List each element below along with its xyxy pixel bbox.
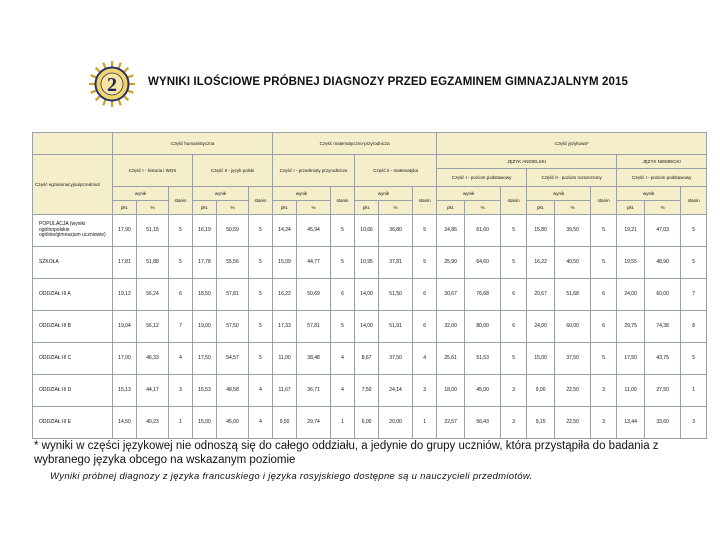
table-cell: 17,90 <box>113 215 137 247</box>
header-stanin: stanin <box>501 187 527 215</box>
school-logo-emblem <box>88 60 136 108</box>
logo-number: 2 <box>107 74 117 96</box>
table-cell: 5 <box>413 215 437 247</box>
table-cell: 5 <box>169 215 193 247</box>
header-stanin: stanin <box>169 187 193 215</box>
header-part-humanistic: Część humanistyczna <box>113 133 273 155</box>
table-cell: 6 <box>413 311 437 343</box>
table-cell: 51,88 <box>137 247 169 279</box>
table-cell: 19,12 <box>113 279 137 311</box>
table-cell: 22,50 <box>555 407 591 439</box>
table-cell: 18,50 <box>193 279 217 311</box>
table-cell: 6 <box>501 311 527 343</box>
table-cell: 4 <box>413 343 437 375</box>
table-cell: 47,03 <box>645 215 681 247</box>
table-cell: 76,68 <box>465 279 501 311</box>
table-row <box>33 247 707 279</box>
table-cell: 51,91 <box>379 311 413 343</box>
header-wynik: wynik <box>273 187 331 201</box>
table-cell: 3 <box>169 375 193 407</box>
table-cell: 4 <box>249 407 273 439</box>
table-cell: 17,50 <box>193 343 217 375</box>
table-cell: 19,55 <box>617 247 645 279</box>
table-cell: 51,68 <box>555 279 591 311</box>
table-cell: 5 <box>413 247 437 279</box>
row-school-label: ODDZIAŁ III E <box>33 407 113 439</box>
table-cell: 1 <box>413 407 437 439</box>
table-cell: 14,00 <box>355 279 379 311</box>
header-stanin: stanin <box>249 187 273 215</box>
table-cell: 43,75 <box>645 343 681 375</box>
header-wynik: wynik <box>437 187 501 201</box>
table-cell: 5 <box>249 311 273 343</box>
table-cell: 45,00 <box>217 407 249 439</box>
header-unit-pct: % <box>137 201 169 215</box>
table-cell: 19,04 <box>113 311 137 343</box>
table-cell: 1 <box>169 407 193 439</box>
table-cell: 51,15 <box>137 215 169 247</box>
table-cell: 54,57 <box>217 343 249 375</box>
table-cell: 57,50 <box>217 311 249 343</box>
table-cell: 60,00 <box>645 279 681 311</box>
table-cell: 8 <box>681 311 707 343</box>
table-cell: 6 <box>413 279 437 311</box>
footnote: * wyniki w części językowej nie odnoszą się do całego oddziału, a jedynie do grupy uczniów, która przystąpiła do badania z wybranego języka obcego na wskazanym poziomie <box>34 440 659 466</box>
table-cell: 61,60 <box>465 215 501 247</box>
header-wynik: wynik <box>527 187 591 201</box>
table-cell: 48,90 <box>645 247 681 279</box>
table-cell: 55,56 <box>217 247 249 279</box>
table-cell: 3 <box>413 375 437 407</box>
table-cell: 6 <box>591 279 617 311</box>
header-basic-level-2: Część I - poziom podstawowy <box>617 169 707 187</box>
table-cell: 56,12 <box>137 311 169 343</box>
table-cell: 7 <box>169 311 193 343</box>
table-cell: 8,67 <box>355 343 379 375</box>
table-cell: 5 <box>501 215 527 247</box>
table-cell: 29,75 <box>617 311 645 343</box>
table-cell: 7 <box>681 279 707 311</box>
table-cell: 14,24 <box>273 215 297 247</box>
table-cell: 1 <box>331 407 355 439</box>
header-unit-pkt: pkt. <box>355 201 379 215</box>
header-unit-pct: % <box>465 201 501 215</box>
table-cell: 20,00 <box>379 407 413 439</box>
table-cell: 3 <box>501 375 527 407</box>
table-cell: 18,00 <box>437 375 465 407</box>
header-level-extended: JĘZYK NIEMIECKI <box>617 155 707 169</box>
table-row <box>33 343 707 375</box>
page-title: WYNIKI ILOŚCIOWE PRÓBNEJ DIAGNOZY PRZED EGZAMINEM GIMNAZJALNYM 2015 <box>148 76 628 88</box>
table-cell: 5 <box>591 247 617 279</box>
table-cell: 5 <box>591 215 617 247</box>
header-hist-wos: Część I - historia i WOS <box>113 155 193 187</box>
table-cell: 56,43 <box>465 407 501 439</box>
header-unit-pct: % <box>379 201 413 215</box>
table-cell: 9,00 <box>527 375 555 407</box>
table-cell: 30,67 <box>437 279 465 311</box>
table-cell: 4 <box>249 375 273 407</box>
table-cell: 17,78 <box>193 247 217 279</box>
table-cell: 5 <box>501 343 527 375</box>
table-cell: 64,60 <box>465 247 501 279</box>
results-table <box>32 132 707 439</box>
table-cell: 38,48 <box>297 343 331 375</box>
table-cell: 13,44 <box>617 407 645 439</box>
table-cell: 6 <box>169 279 193 311</box>
header-unit-pkt: pkt. <box>527 201 555 215</box>
table-cell: 14,00 <box>355 311 379 343</box>
table-cell: 40,23 <box>137 407 169 439</box>
table-cell: 44,17 <box>137 375 169 407</box>
table-cell: 5 <box>681 247 707 279</box>
row-school-label: ODDZIAŁ III A <box>33 279 113 311</box>
table-cell: 24,14 <box>379 375 413 407</box>
table-row <box>33 215 707 247</box>
table-cell: 5 <box>249 343 273 375</box>
table-cell: 10,66 <box>355 215 379 247</box>
table-cell: 6,00 <box>355 407 379 439</box>
table-cell: 16,22 <box>527 247 555 279</box>
header-row-label: Część egzaminacyjna/przedmiot <box>33 155 113 215</box>
table-cell: 5 <box>681 343 707 375</box>
table-cell: 5 <box>331 247 355 279</box>
table-cell: 5 <box>681 215 707 247</box>
header-stanin: stanin <box>331 187 355 215</box>
table-cell: 24,00 <box>617 279 645 311</box>
header-wynik: wynik <box>355 187 413 201</box>
table-cell: 22,50 <box>555 375 591 407</box>
table-cell: 6 <box>591 311 617 343</box>
table-cell: 15,00 <box>193 407 217 439</box>
table-cell: 48,58 <box>217 375 249 407</box>
header-part-math-science: Część matematyczno-przyrodnicza <box>273 133 437 155</box>
table-cell: 17,81 <box>113 247 137 279</box>
header-basic-level: Część I - poziom podstawowy <box>437 169 527 187</box>
header-unit-pct: % <box>645 201 681 215</box>
table-cell: 27,50 <box>645 375 681 407</box>
row-school-label: ODDZIAŁ III D <box>33 375 113 407</box>
table-cell: 39,50 <box>555 215 591 247</box>
table-cell: 5 <box>591 343 617 375</box>
table-cell: 51,50 <box>379 279 413 311</box>
table-cell: 3 <box>591 375 617 407</box>
table-cell: 37,50 <box>379 343 413 375</box>
school-logo <box>88 60 136 108</box>
table-cell: 45,00 <box>465 375 501 407</box>
table-cell: 15,00 <box>527 343 555 375</box>
table-cell: 5 <box>169 247 193 279</box>
availability-note: Wyniki próbnej diagnozy z języka francuskiego i języka rosyjskiego dostępne są u nauczycieli przedmiotów. <box>50 471 533 482</box>
table-cell: 14,50 <box>113 407 137 439</box>
table-cell: 25,90 <box>437 247 465 279</box>
header-unit-pkt: pkt. <box>617 201 645 215</box>
header-stanin: stanin <box>413 187 437 215</box>
row-school-label: ODDZIAŁ III C <box>33 343 113 375</box>
table-cell: 37,81 <box>379 247 413 279</box>
table-cell: 36,80 <box>379 215 413 247</box>
header-level-basic: JĘZYK ANGIELSKI <box>437 155 617 169</box>
table-cell: 24,00 <box>527 311 555 343</box>
header-unit-pkt: pkt. <box>437 201 465 215</box>
header-polish: Część II - język polski <box>193 155 273 187</box>
table-cell: 24,86 <box>437 215 465 247</box>
table-cell: 7,50 <box>355 375 379 407</box>
table-cell: 19,00 <box>193 311 217 343</box>
table-cell: 11,00 <box>273 343 297 375</box>
table-cell: 11,67 <box>273 375 297 407</box>
table-cell: 57,81 <box>297 311 331 343</box>
table-cell: 45,94 <box>297 215 331 247</box>
table-cell: 5 <box>249 279 273 311</box>
table-row <box>33 279 707 311</box>
table-cell: 5 <box>331 215 355 247</box>
table-cell: 74,38 <box>645 311 681 343</box>
header-math: Część II - matematyka <box>355 155 437 187</box>
table-cell: 9,15 <box>527 407 555 439</box>
table-cell: 60,00 <box>555 311 591 343</box>
header-stanin: stanin <box>681 187 707 215</box>
table-cell: 46,33 <box>137 343 169 375</box>
header-unit-pkt: pkt. <box>113 201 137 215</box>
table-cell: 19,21 <box>617 215 645 247</box>
table-cell: 1 <box>681 375 707 407</box>
header-unit-pct: % <box>297 201 331 215</box>
table-cell: 3 <box>591 407 617 439</box>
table-row <box>33 407 707 439</box>
table-cell: 56,24 <box>137 279 169 311</box>
table-row <box>33 375 707 407</box>
header-stanin: stanin <box>591 187 617 215</box>
table-cell: 5 <box>331 311 355 343</box>
header-empty-cell <box>33 133 113 155</box>
table-cell: 5 <box>249 247 273 279</box>
table-cell: 22,57 <box>437 407 465 439</box>
table-cell: 50,59 <box>217 215 249 247</box>
table-cell: 20,67 <box>527 279 555 311</box>
table-cell: 4 <box>331 375 355 407</box>
table-cell: 17,50 <box>617 343 645 375</box>
table-cell: 33,60 <box>645 407 681 439</box>
table-cell: 25,61 <box>437 343 465 375</box>
table-cell: 5 <box>501 247 527 279</box>
table-cell: 3 <box>681 407 707 439</box>
row-school-label: SZKOŁA <box>33 247 113 279</box>
table-cell: 44,77 <box>297 247 331 279</box>
table-cell: 6 <box>331 279 355 311</box>
table-cell: 29,74 <box>297 407 331 439</box>
header-unit-pct: % <box>555 201 591 215</box>
table-cell: 4 <box>169 343 193 375</box>
header-unit-pkt: pkt. <box>193 201 217 215</box>
table-cell: 16,53 <box>193 375 217 407</box>
header-science: Część I - przedmioty przyrodnicze <box>273 155 355 187</box>
table-cell: 4 <box>331 343 355 375</box>
table-cell: 37,50 <box>555 343 591 375</box>
header-unit-pct: % <box>217 201 249 215</box>
table-cell: 10,95 <box>355 247 379 279</box>
table-cell: 32,00 <box>437 311 465 343</box>
table-cell: 80,00 <box>465 311 501 343</box>
table-cell: 57,81 <box>217 279 249 311</box>
header-wynik: wynik <box>193 187 249 201</box>
table-cell: 51,53 <box>465 343 501 375</box>
header-part-foreign-lang: Część językowa* <box>437 133 707 155</box>
table-cell: 16,19 <box>193 215 217 247</box>
header-extended-level: Część II - poziom rozszerzony <box>527 169 617 187</box>
table-cell: 50,69 <box>297 279 331 311</box>
table-cell: 5 <box>249 215 273 247</box>
table-cell: 17,00 <box>113 343 137 375</box>
header-wynik: wynik <box>113 187 169 201</box>
table-cell: 17,33 <box>273 311 297 343</box>
table-cell: 6 <box>501 279 527 311</box>
table-cell: 16,22 <box>273 279 297 311</box>
header-unit-pkt: pkt. <box>273 201 297 215</box>
table-cell: 36,71 <box>297 375 331 407</box>
header-wynik: wynik <box>617 187 681 201</box>
row-school-label: ODDZIAŁ III B <box>33 311 113 343</box>
table-cell: 15,09 <box>273 247 297 279</box>
table-cell: 9,50 <box>273 407 297 439</box>
table-cell: 40,50 <box>555 247 591 279</box>
table-cell: 11,00 <box>617 375 645 407</box>
table-cell: 15,80 <box>527 215 555 247</box>
table-cell: 15,13 <box>113 375 137 407</box>
table-cell: 3 <box>501 407 527 439</box>
table-row <box>33 311 707 343</box>
row-school-label: POPULACJA (wyniki ogólnopolskie ogólnie/gimnazjum uczniowie) <box>33 215 113 247</box>
